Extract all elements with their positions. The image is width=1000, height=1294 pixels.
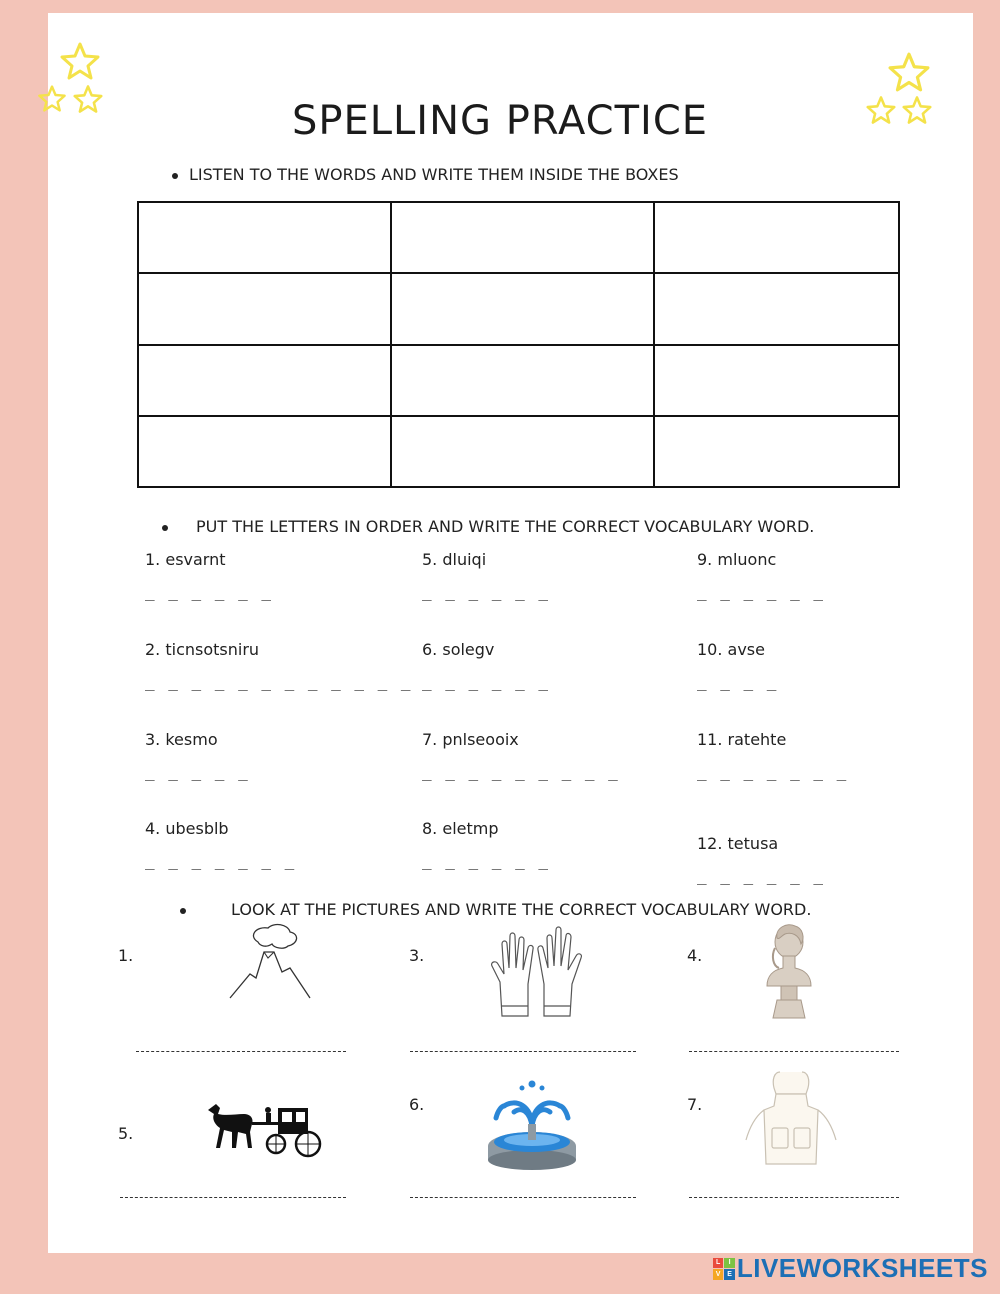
answer-blanks[interactable]: _ _ _ _ _ <box>145 762 250 781</box>
answer-blanks[interactable]: _ _ _ _ _ _ <box>145 582 273 601</box>
grid-cell[interactable] <box>138 345 391 416</box>
star-icon <box>60 42 100 80</box>
answer-blanks[interactable]: _ _ _ _ _ _ <box>697 582 825 601</box>
answer-line[interactable] <box>136 1051 346 1052</box>
answer-blanks[interactable]: _ _ _ _ _ _ <box>697 866 825 885</box>
scrambled-word: 3. kesmo <box>145 730 218 749</box>
answer-blanks[interactable]: _ _ _ _ _ _ <box>422 582 550 601</box>
liveworksheets-logo[interactable] <box>713 1253 988 1284</box>
picture-number: 3. <box>409 946 425 965</box>
scrambled-word: 5. dluiqi <box>422 550 487 569</box>
scrambled-word: 12. tetusa <box>697 834 779 853</box>
scrambled-word: 6. solegv <box>422 640 495 659</box>
scrambled-word: 11. ratehte <box>697 730 787 749</box>
section1-instruction: LISTEN TO THE WORDS AND WRITE THEM INSIDE THE BOXES <box>189 165 679 184</box>
spelling-grid <box>137 201 900 488</box>
picture-number: 6. <box>409 1095 425 1114</box>
bullet-icon <box>162 525 168 531</box>
worksheet-page <box>48 13 973 1253</box>
answer-line[interactable] <box>410 1197 636 1198</box>
scrambled-word: 2. ticnsotsniru <box>145 640 260 659</box>
picture-number: 5. <box>118 1124 134 1143</box>
grid-cell[interactable] <box>391 416 654 487</box>
grid-cell[interactable] <box>138 273 391 344</box>
section3-instruction: LOOK AT THE PICTURES AND WRITE THE CORRECT VOCABULARY WORD. <box>231 900 812 919</box>
logo-letter: E <box>724 1269 735 1280</box>
star-icon <box>888 52 930 92</box>
picture-number: 4. <box>687 946 703 965</box>
statue-bust-icon <box>763 922 817 1020</box>
answer-blanks[interactable]: _ _ _ _ _ _ <box>422 851 550 870</box>
volcano-icon <box>228 922 312 1000</box>
grid-cell[interactable] <box>654 202 899 273</box>
answer-blanks[interactable]: _ _ _ _ _ _ <box>422 672 550 691</box>
grid-cell[interactable] <box>654 345 899 416</box>
scrambled-word: 1. esvarnt <box>145 550 226 569</box>
page-title: SPELLING PRACTICE <box>291 98 709 144</box>
grid-cell[interactable] <box>391 202 654 273</box>
answer-line[interactable] <box>120 1197 346 1198</box>
grid-cell[interactable] <box>138 202 391 273</box>
grid-cell[interactable] <box>654 416 899 487</box>
scrambled-word: 9. mluonc <box>697 550 777 569</box>
grid-row <box>138 273 899 344</box>
grid-row <box>138 416 899 487</box>
logo-letter: V <box>713 1269 724 1280</box>
fountain-icon <box>486 1076 578 1172</box>
scrambled-word: 10. avse <box>697 640 765 659</box>
scrambled-word: 4. ubesblb <box>145 819 229 838</box>
answer-blanks[interactable]: _ _ _ _ _ _ _ _ _ _ _ _ <box>145 672 413 691</box>
grid-row <box>138 345 899 416</box>
answer-blanks[interactable]: _ _ _ _ _ _ _ <box>697 762 849 781</box>
answer-blanks[interactable]: _ _ _ _ _ _ _ <box>145 851 297 870</box>
answer-line[interactable] <box>689 1051 899 1052</box>
answer-blanks[interactable]: _ _ _ _ <box>697 672 779 691</box>
bullet-icon <box>180 908 186 914</box>
horse-carriage-icon <box>206 1102 322 1160</box>
scrambled-word: 7. pnlseooix <box>422 730 519 749</box>
gloves-icon <box>488 922 584 1020</box>
grid-cell[interactable] <box>138 416 391 487</box>
answer-line[interactable] <box>410 1051 636 1052</box>
answer-line[interactable] <box>689 1197 899 1198</box>
apron-icon <box>744 1070 838 1168</box>
grid-cell[interactable] <box>391 273 654 344</box>
logo-letter: L <box>713 1258 724 1269</box>
logo-letter: I <box>724 1258 735 1269</box>
grid-cell[interactable] <box>391 345 654 416</box>
section2-instruction: PUT THE LETTERS IN ORDER AND WRITE THE CORRECT VOCABULARY WORD. <box>196 517 815 536</box>
answer-blanks[interactable]: _ _ _ _ _ _ _ _ _ <box>422 762 620 781</box>
grid-row <box>138 202 899 273</box>
brand-name: LIVEWORKSHEETS <box>736 1253 988 1283</box>
picture-number: 1. <box>118 946 134 965</box>
scrambled-word: 8. eletmp <box>422 819 499 838</box>
bullet-icon <box>172 173 178 179</box>
grid-cell[interactable] <box>654 273 899 344</box>
logo-mark-icon <box>713 1258 735 1280</box>
picture-number: 7. <box>687 1095 703 1114</box>
